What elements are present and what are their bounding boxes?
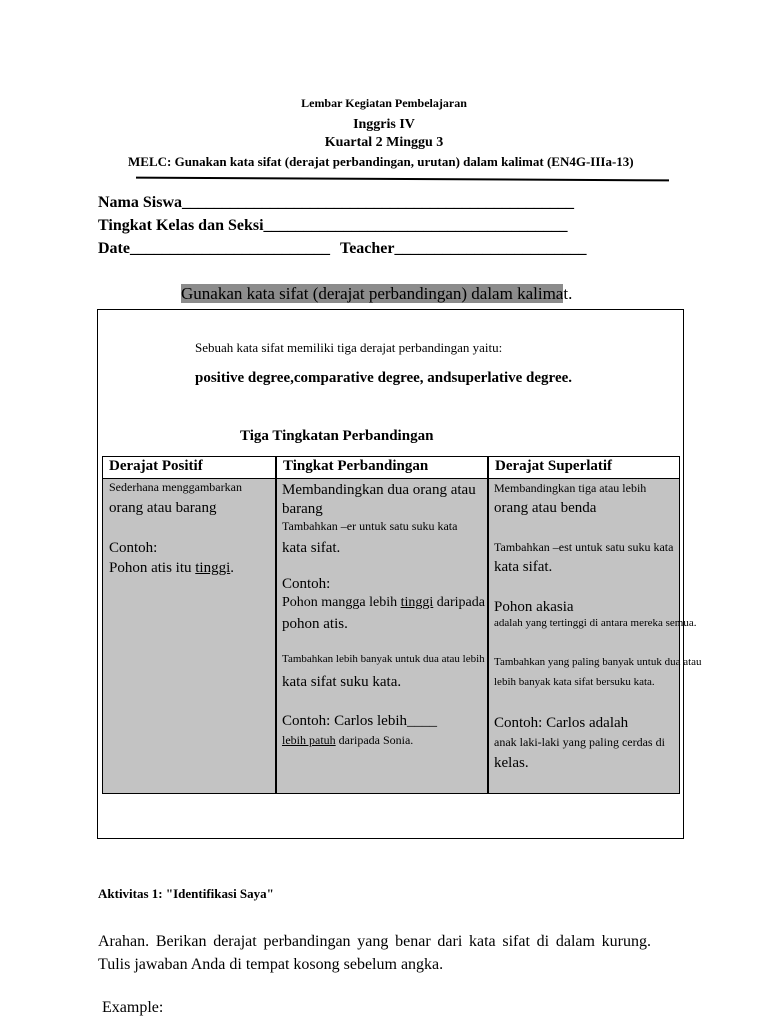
intro-sentence: Sebuah kata sifat memiliki tiga derajat perbandingan yaitu: (195, 340, 503, 355)
example-adjective: tinggi (195, 560, 231, 576)
comparative-rule-more: Tambahkan lebih banyak untuk dua atau lebih (282, 653, 485, 665)
worksheet-title: Lembar Kegiatan Pembelajaran (301, 96, 467, 110)
superlative-example-2: adalah yang tertinggi di antara mereka semua. (494, 617, 697, 629)
example-end: daripada Sonia. (335, 733, 414, 747)
subject-title: Inggris IV (353, 117, 415, 132)
superlative-rule-most-2: lebih banyak kata sifat bersuku kata. (494, 676, 655, 688)
example-text: Pohon mangga lebih (282, 595, 401, 610)
superlative-desc: Membandingkan tiga atau lebih (494, 481, 647, 495)
example-end: . (230, 560, 235, 576)
melc-line: MELC: Gunakan kata sifat (derajat perbandingan, urutan) dalam kalimat (EN4G-IIIa-13) (128, 154, 634, 169)
comparative-example (282, 596, 485, 610)
superlative-example-3: Contoh: Carlos adalah (494, 715, 629, 731)
comparative-desc-2: barang (282, 501, 323, 517)
superlative-rule-est: Tambahkan –est untuk satu suku kata (494, 540, 674, 554)
teacher-field: Teacher________________________ (340, 240, 587, 257)
comparative-rule-more-2: kata sifat suku kata. (282, 674, 402, 690)
comparative-rule-er-2: kata sifat. (282, 540, 341, 556)
header-divider (103, 478, 679, 479)
example-adjective: tinggi (400, 595, 434, 610)
degrees-list: positive degree,comparative degree, andsuperlative degree. (195, 370, 573, 386)
positive-example-label: Contoh: (109, 540, 158, 556)
superlative-rule-most: Tambahkan yang paling banyak untuk dua atau (494, 656, 702, 668)
positive-desc-2: orang atau barang (109, 500, 217, 516)
student-name-field: Nama Siswa_________________________________________________ (98, 194, 575, 211)
example-text: Pohon atis itu (109, 560, 196, 576)
activity-instructions: Arahan. Berikan derajat perbandingan yang benar dari kata sifat di dalam kurung. Tulis jawaban Anda di tempat kosong sebelum angka. (98, 933, 651, 973)
topic-rest: t. (563, 284, 573, 303)
positive-column (103, 479, 275, 793)
example-label: Example: (102, 999, 164, 1016)
comparative-example-3 (282, 714, 437, 729)
positive-example (109, 561, 234, 576)
lesson-topic (181, 284, 572, 304)
activity-title: Aktivitas 1: "Identifikasi Saya" (98, 886, 274, 901)
superlative-rule-est-2: kata sifat. (494, 559, 553, 575)
column-divider (275, 457, 277, 793)
header-positive: Derajat Positif (109, 458, 203, 474)
example-adjective: lebih patuh (282, 733, 336, 747)
grade-section-field: Tingkat Kelas dan Seksi______________________________________ (98, 217, 568, 234)
superlative-example-4: anak laki-laki yang paling cerdas di (494, 735, 665, 749)
comparative-example-4 (282, 734, 413, 746)
answer-blank: ____ (407, 713, 437, 729)
header-rule (136, 177, 669, 182)
positive-desc: Sederhana menggambarkan (109, 480, 242, 494)
example-end: daripada (433, 595, 485, 610)
table-title: Tiga Tingkatan Perbandingan (240, 428, 434, 444)
comparative-example-label: Contoh: (282, 576, 331, 592)
comparative-rule-er: Tambahkan –er untuk satu suku kata (282, 519, 458, 533)
comparative-desc: Membandingkan dua orang atau (282, 482, 476, 498)
example-text: Contoh: Carlos lebih (282, 713, 407, 729)
superlative-example: Pohon akasia (494, 599, 574, 615)
quarter-title: Kuartal 2 Minggu 3 (324, 135, 444, 150)
header-comparative: Tingkat Perbandingan (283, 458, 429, 474)
topic-highlight: Gunakan kata sifat (derajat perbandingan) dalam kalima (181, 284, 564, 303)
comparative-example-2: pohon atis. (282, 616, 348, 632)
superlative-example-5: kelas. (494, 755, 529, 771)
date-field: Date_________________________ (98, 240, 330, 257)
column-divider (487, 457, 489, 793)
superlative-desc-2: orang atau benda (494, 500, 597, 516)
header-superlative: Derajat Superlatif (495, 458, 613, 474)
